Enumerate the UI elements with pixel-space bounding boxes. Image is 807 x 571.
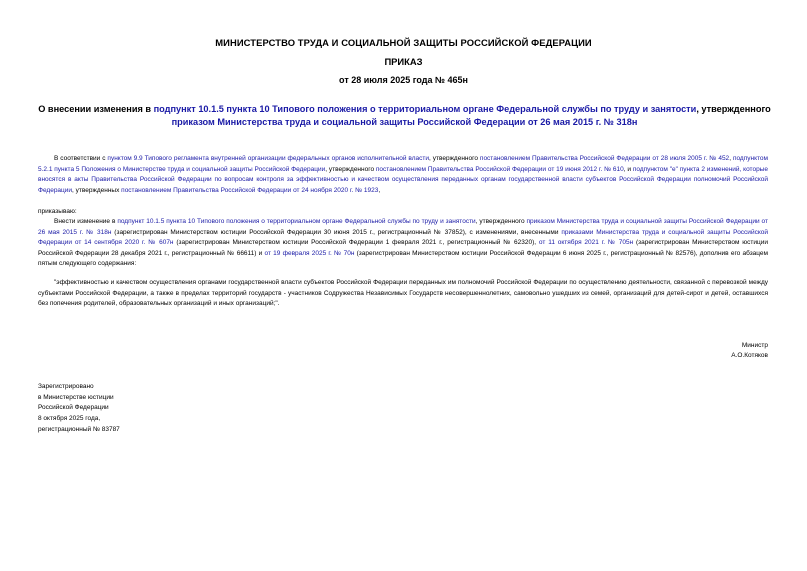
document-type: ПРИКАЗ [384, 56, 423, 67]
title-text: , утвержденного [696, 104, 771, 114]
link-ministry-regulation[interactable]: подпунктом 5.2.1 пункта 5 Положения о Министерстве труда и социальной защиты Российской Федерации [38, 155, 768, 173]
amendment-quote: "эффективностью и качеством осуществления органами государственной власти субъектов Российской Федерации переданных им полномочий Российской Федерации по осуществлению деятельности, связанной с перевозкой между субъектами Российской Федерации, а также в пределах территорий государств - участников Содружества Независимых Государств несовершеннолетних, самовольно ушедших из семей, организаций для детей-сирот и детей, оставшихся без попечения родителей, образовательных организаций и иных организаций;". [38, 279, 768, 307]
paragraph-text: (зарегистрирован Министерством юстиции Российской Федерации 30 июня 2015 г., регистрационный № 37852), с изменениями, внесенными [111, 228, 562, 236]
paragraph-text: (зарегистрирован Министерством юстиции Российской Федерации 1 февраля 2021 г., регистрационный № 62320), [173, 239, 539, 246]
link-regulation-subitem[interactable]: подпункт 10.1.5 пункта 10 Типового положения о территориальном органе Федеральной службы по труду и занятости [117, 218, 476, 225]
paragraph-text: , утвержденных [72, 186, 122, 194]
paragraph-text: (зарегистрирован Министерством юстиции Российской Федерации 6 июня 2025 г., регистрационный № 82576), дополнив его абзацем пятым следующего содержания: [38, 249, 769, 267]
amendment-paragraph [38, 217, 768, 270]
link-regulation-item[interactable]: пунктом 9.9 Типового регламента внутренней организации федеральных органов исполнительной власти [107, 155, 429, 162]
signatory-name: А.О.Котяков [731, 352, 768, 359]
link-order-318n[interactable]: приказом Министерства труда и социальной защиты Российской Федерации от 26 мая 2015 г. № 318н [38, 218, 768, 236]
order-date-number: от 28 июля 2025 года № 465н [339, 75, 468, 85]
link-amendments-item[interactable]: подпунктом "е" пункта 2 изменений, которые вносятся в акты Правительства Российской Федерации по вопросам контроля за эффективностью и качеством осуществления переданных органам государственной власти субъектов Российской Федерации полномочий Российской Федерации [38, 165, 768, 194]
registration-line: 8 октября 2025 года, [38, 415, 101, 422]
title-link-order[interactable]: приказом Министерства труда и социальной защиты Российской Федерации от 26 мая 2015 г. № 318н [171, 117, 638, 127]
link-government-decree-1923[interactable]: постановлением Правительства Российской Федерации от 24 ноября 2020 г. № 1923 [121, 186, 379, 194]
title-text: О внесении изменения в [38, 104, 154, 114]
paragraph-text: , и [623, 165, 633, 173]
paragraph-text: , утвержденного [475, 218, 527, 225]
signatory-role: Министр [741, 342, 768, 349]
title-link-regulation[interactable]: подпункт 10.1.5 пункта 10 Типового положения о территориальном органе Федеральной службы по труду и занятости [153, 104, 697, 114]
registration-line: в Министерстве юстиции [38, 394, 114, 401]
paragraph-text: (зарегистрирован Министерством юстиции Российской Федерации 28 декабря 2021 г., регистрационный № 66611) и [38, 239, 768, 257]
paragraph-text: , утвержденного [325, 165, 376, 173]
link-order-70n[interactable]: от 19 февраля 2025 г. № 70н [264, 249, 355, 257]
paragraph-text: Внести изменение в [54, 218, 118, 225]
ministry-name: МИНИСТЕРСТВО ТРУДА И СОЦИАЛЬНОЙ ЗАЩИТЫ РОССИЙСКОЙ ФЕДЕРАЦИИ [215, 37, 592, 48]
registration-line: регистрационный № 83787 [38, 426, 120, 433]
link-order-705n[interactable]: от 11 октября 2021 г. № 705н [538, 239, 634, 246]
paragraph-text: , утвержденного [429, 155, 480, 162]
document-title [36, 103, 773, 129]
paragraph-text: В соответствии с [54, 155, 108, 162]
preamble-paragraph [38, 154, 768, 196]
link-government-decree-610[interactable]: постановлением Правительства Российской Федерации от 19 июня 2012 г. № 610 [375, 165, 624, 173]
registration-line: Российской Федерации [38, 404, 109, 411]
paragraph-text: , [378, 186, 381, 194]
order-directive: приказываю: [38, 208, 77, 215]
link-order-607n[interactable]: приказами Министерства труда и социальной защиты Российской Федерации от 14 сентября 2020 г. № 607н [38, 228, 768, 246]
registration-line: Зарегистрировано [38, 383, 94, 390]
paragraph-text: , [729, 155, 733, 162]
link-government-decree-452[interactable]: постановлением Правительства Российской Федерации от 28 июля 2005 г. № 452 [479, 155, 730, 162]
